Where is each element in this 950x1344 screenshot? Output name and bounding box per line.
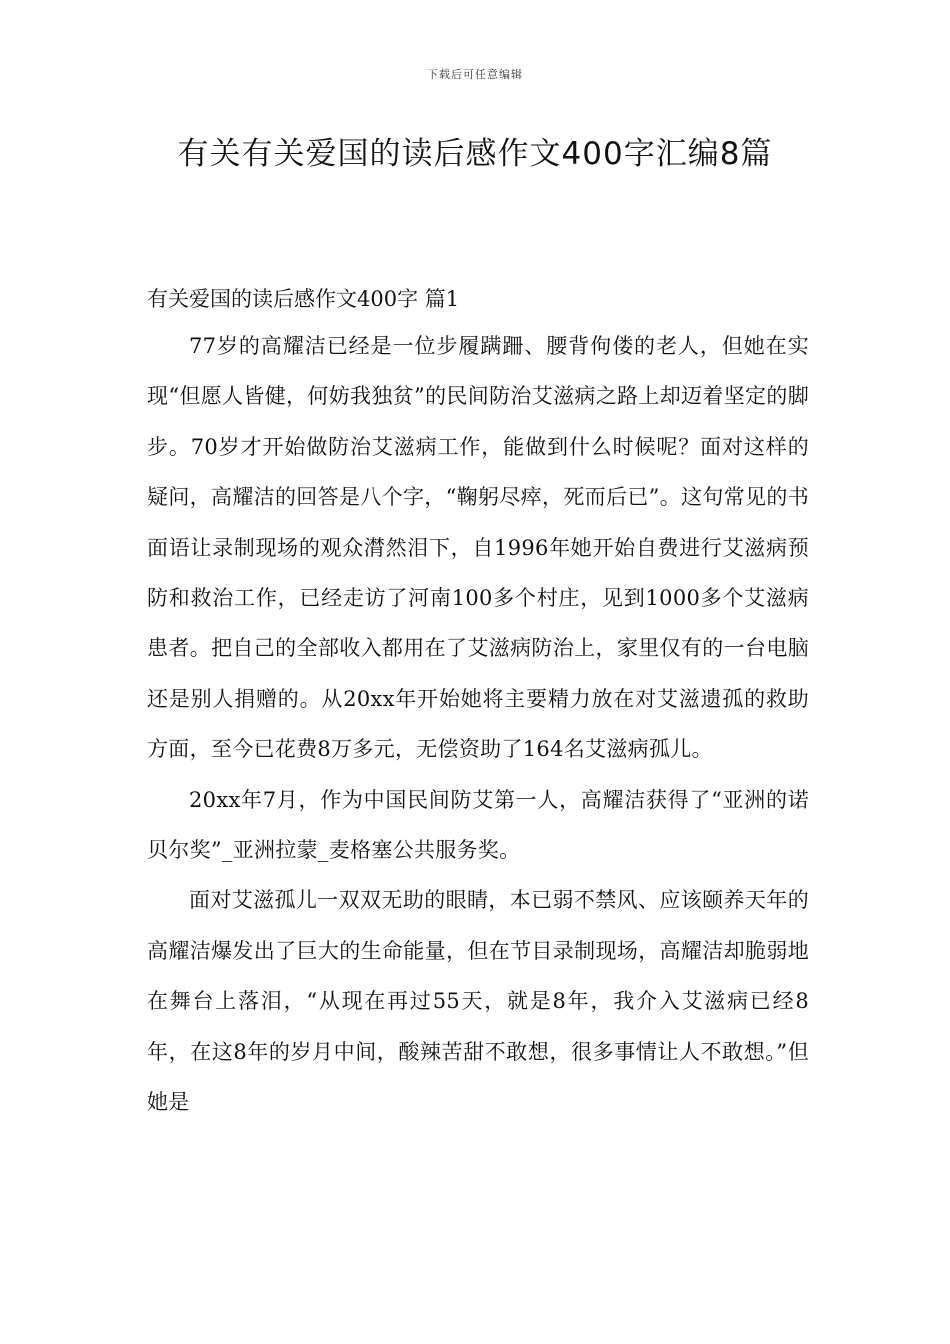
paragraph-3: 面对艾滋孤儿一双双无助的眼睛，本已弱不禁风、应该颐养天年的高耀洁爆发出了巨大的生命能量，但在节目录制现场，高耀洁却脆弱地在舞台上落泪，“从现在再过55天，就是8年，我介入艾滋病已经8年，在这8年的岁月中间，酸辣苦甜不敢想，很多事情让人不敢想。”但她是 bbox=[147, 888, 809, 1115]
paragraph-1: 77岁的高耀洁已经是一位步履蹒跚、腰背佝偻的老人，但她在实现“但愿人皆健，何妨我独贫”的民间防治艾滋病之路上却迈着坚定的脚步。70岁才开始做防治艾滋病工作，能做到什么时候呢？面对这样的疑问，高耀洁的回答是八个字，“鞠躬尽瘁，死而后已”。这句常见的书面语让录制现场的观众潸然泪下，自1996年她开始自费进行艾滋病预防和救治工作，已经走访了河南100多个村庄，见到1000多个艾滋病患者。把自己的全部收入都用在了艾滋病防治上，家里仅有的一台电脑还是别人捐赠的。从20xx年开始她将主要精力放在对艾滋遗孤的救助方面，至今已花费8万多元，无偿资助了164名艾滋病孤儿。 bbox=[147, 334, 809, 762]
section-heading: 有关爱国的读后感作文400字 篇1 bbox=[147, 287, 460, 311]
header-note: 下载后可任意编辑 bbox=[427, 68, 523, 81]
document-title: 有关有关爱国的读后感作文400字汇编8篇 bbox=[177, 136, 773, 172]
paragraph-2: 20xx年7月，作为中国民间防艾第一人，高耀洁获得了“亚洲的诺贝尔奖”_亚洲拉蒙_麦格塞公共服务奖。 bbox=[147, 787, 809, 863]
document-body bbox=[147, 282, 809, 1128]
